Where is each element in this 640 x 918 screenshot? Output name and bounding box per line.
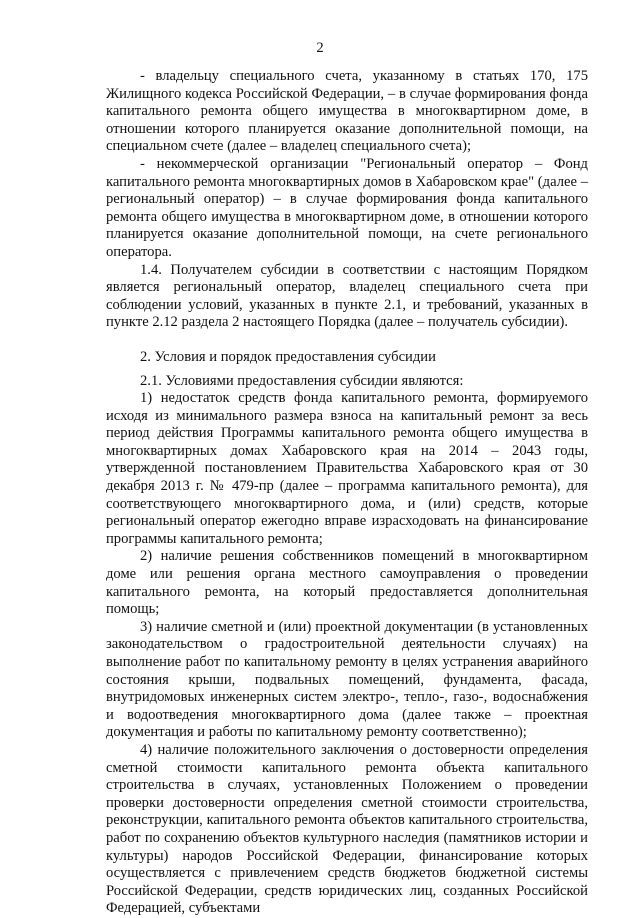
paragraph-condition-4: 4) наличие положительного заключения о достоверности определения сметной стоимости капитального ремонта объекта капитального строительства в случаях, установленных Положением о проведении проверки достоверности определения сметной стоимости строительства, реконструкции, капитального ремонта объектов капитального строительства, работ по сохранению объектов культурного наследия (памятников истории и культуры) народов Российской Федерации, финансирование которых осуществляется с привлечением средств бюджетов бюджетной системы Российской Федерации, средств юридических лиц, созданных Российской Федерацией, субъектами	[106, 741, 588, 917]
document-body	[106, 68, 588, 918]
page-number: 2	[316, 40, 324, 56]
paragraph-condition-1: 1) недостаток средств фонда капитального ремонта, формируемого исходя из минимального размера взноса на капитальный ремонт за весь период действия Программы капитального ремонта общего имущества в многоквартирных домах Хабаровского края на 2014 – 2043 годы, утвержденной постановлением Правительства Хабаровского края от 30 декабря 2013 г. № 479-пр (далее – программа капитального ремонта), для соответствующего многоквартирного дома, и (или) средств, которые региональный оператор ежегодно вправе израсходовать на финансирование программы капитального ремонта;	[106, 390, 588, 547]
paragraph-condition-3: 3) наличие сметной и (или) проектной документации (в установленных законодательством о градостроительной деятельности случаях) на выполнение работ по капитальному ремонту в целях устранения аварийного состояния крыши, подвальных помещений, фундамента, фасада, внутридомовых инженерных систем электро-, тепло-, газо-, водоснабжения и водоотведения многоквартирного дома (далее также – проектная документация и работы по капитальному ремонту соответственно);	[106, 618, 588, 741]
section-2-heading: 2. Условия и порядок предоставления субсидии	[140, 348, 436, 365]
paragraph-1-4-recipient: 1.4. Получателем субсидии в соответствии с настоящим Порядком является региональный оператор, владелец специального счета при соблюдении условий, указанных в пункте 2.1, и требований, указанных в пункте 2.12 раздела 2 настоящего Порядка (далее – получатель субсидии).	[106, 261, 588, 331]
paragraph-2-1-conditions: 2.1. Условиями предоставления субсидии являются:	[140, 372, 464, 389]
paragraph-regional-operator: - некоммерческой организации "Региональный оператор – Фонд капитального ремонта многоквартирных домов в Хабаровском крае" (далее – региональный оператор) – в случае формирования фонда капитального ремонта общего имущества в многоквартирном доме, в отношении которого планируется оказание дополнительной помощи, на счете регионального оператора.	[106, 155, 588, 260]
paragraph-condition-2: 2) наличие решения собственников помещений в многоквартирном доме или решения органа местного самоуправления о проведении капитального ремонта, на который предоставляется дополнительная помощь;	[106, 548, 588, 618]
paragraph-special-account-owner: - владельцу специального счета, указанному в статьях 170, 175 Жилищного кодекса Российской Федерации, – в случае формирования фонда капитального ремонта общего имущества в многоквартирном доме, в отношении которого планируется оказание дополнительной помощи, на специальном счете (далее – владелец специального счета);	[106, 68, 588, 155]
